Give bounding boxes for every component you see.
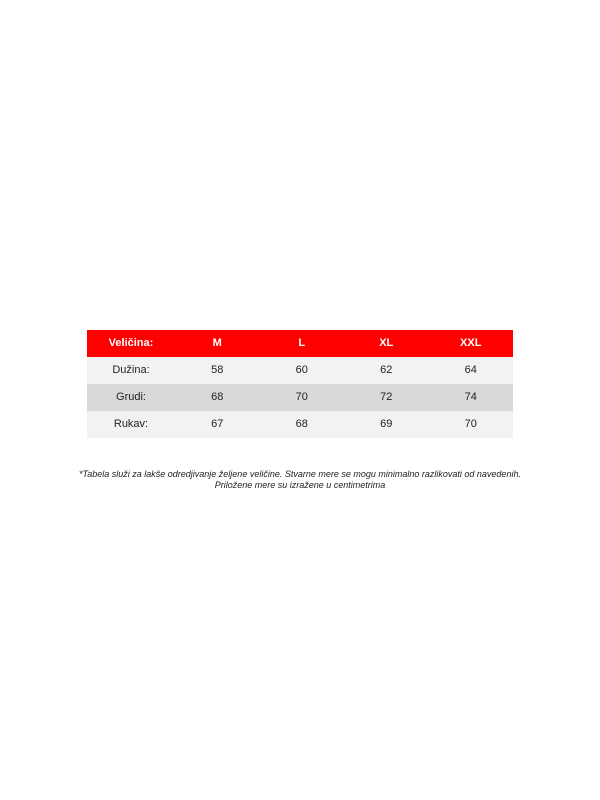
footnote-line-1: *Tabela služi za lakše odredjivanje željene veličine. Stvarne mere se mogu minimalno razlikovati od navedenih. [79, 469, 521, 479]
table-cell: 70 [429, 411, 514, 438]
row-label: Dužina: [87, 357, 175, 384]
header-size-m: M [175, 330, 260, 357]
table-cell: 64 [429, 357, 514, 384]
header-size-xxl: XXL [429, 330, 514, 357]
table-cell: 58 [175, 357, 260, 384]
table-row-chest [87, 384, 513, 411]
size-footnote [0, 469, 600, 491]
table-cell: 69 [344, 411, 429, 438]
row-label: Rukav: [87, 411, 175, 438]
table-row-length [87, 357, 513, 384]
header-size-xl: XL [344, 330, 429, 357]
table-cell: 74 [429, 384, 514, 411]
row-label: Grudi: [87, 384, 175, 411]
size-chart-table [87, 330, 513, 438]
header-label-size: Veličina: [87, 330, 175, 357]
table-cell: 68 [175, 384, 260, 411]
table-cell: 72 [344, 384, 429, 411]
table-header-row [87, 330, 513, 357]
table-cell: 70 [260, 384, 345, 411]
table-cell: 62 [344, 357, 429, 384]
table-cell: 67 [175, 411, 260, 438]
table-cell: 68 [260, 411, 345, 438]
table-cell: 60 [260, 357, 345, 384]
footnote-line-2: Priložene mere su izražene u centimetrima [214, 480, 386, 490]
header-size-l: L [260, 330, 345, 357]
table-row-sleeve [87, 411, 513, 438]
